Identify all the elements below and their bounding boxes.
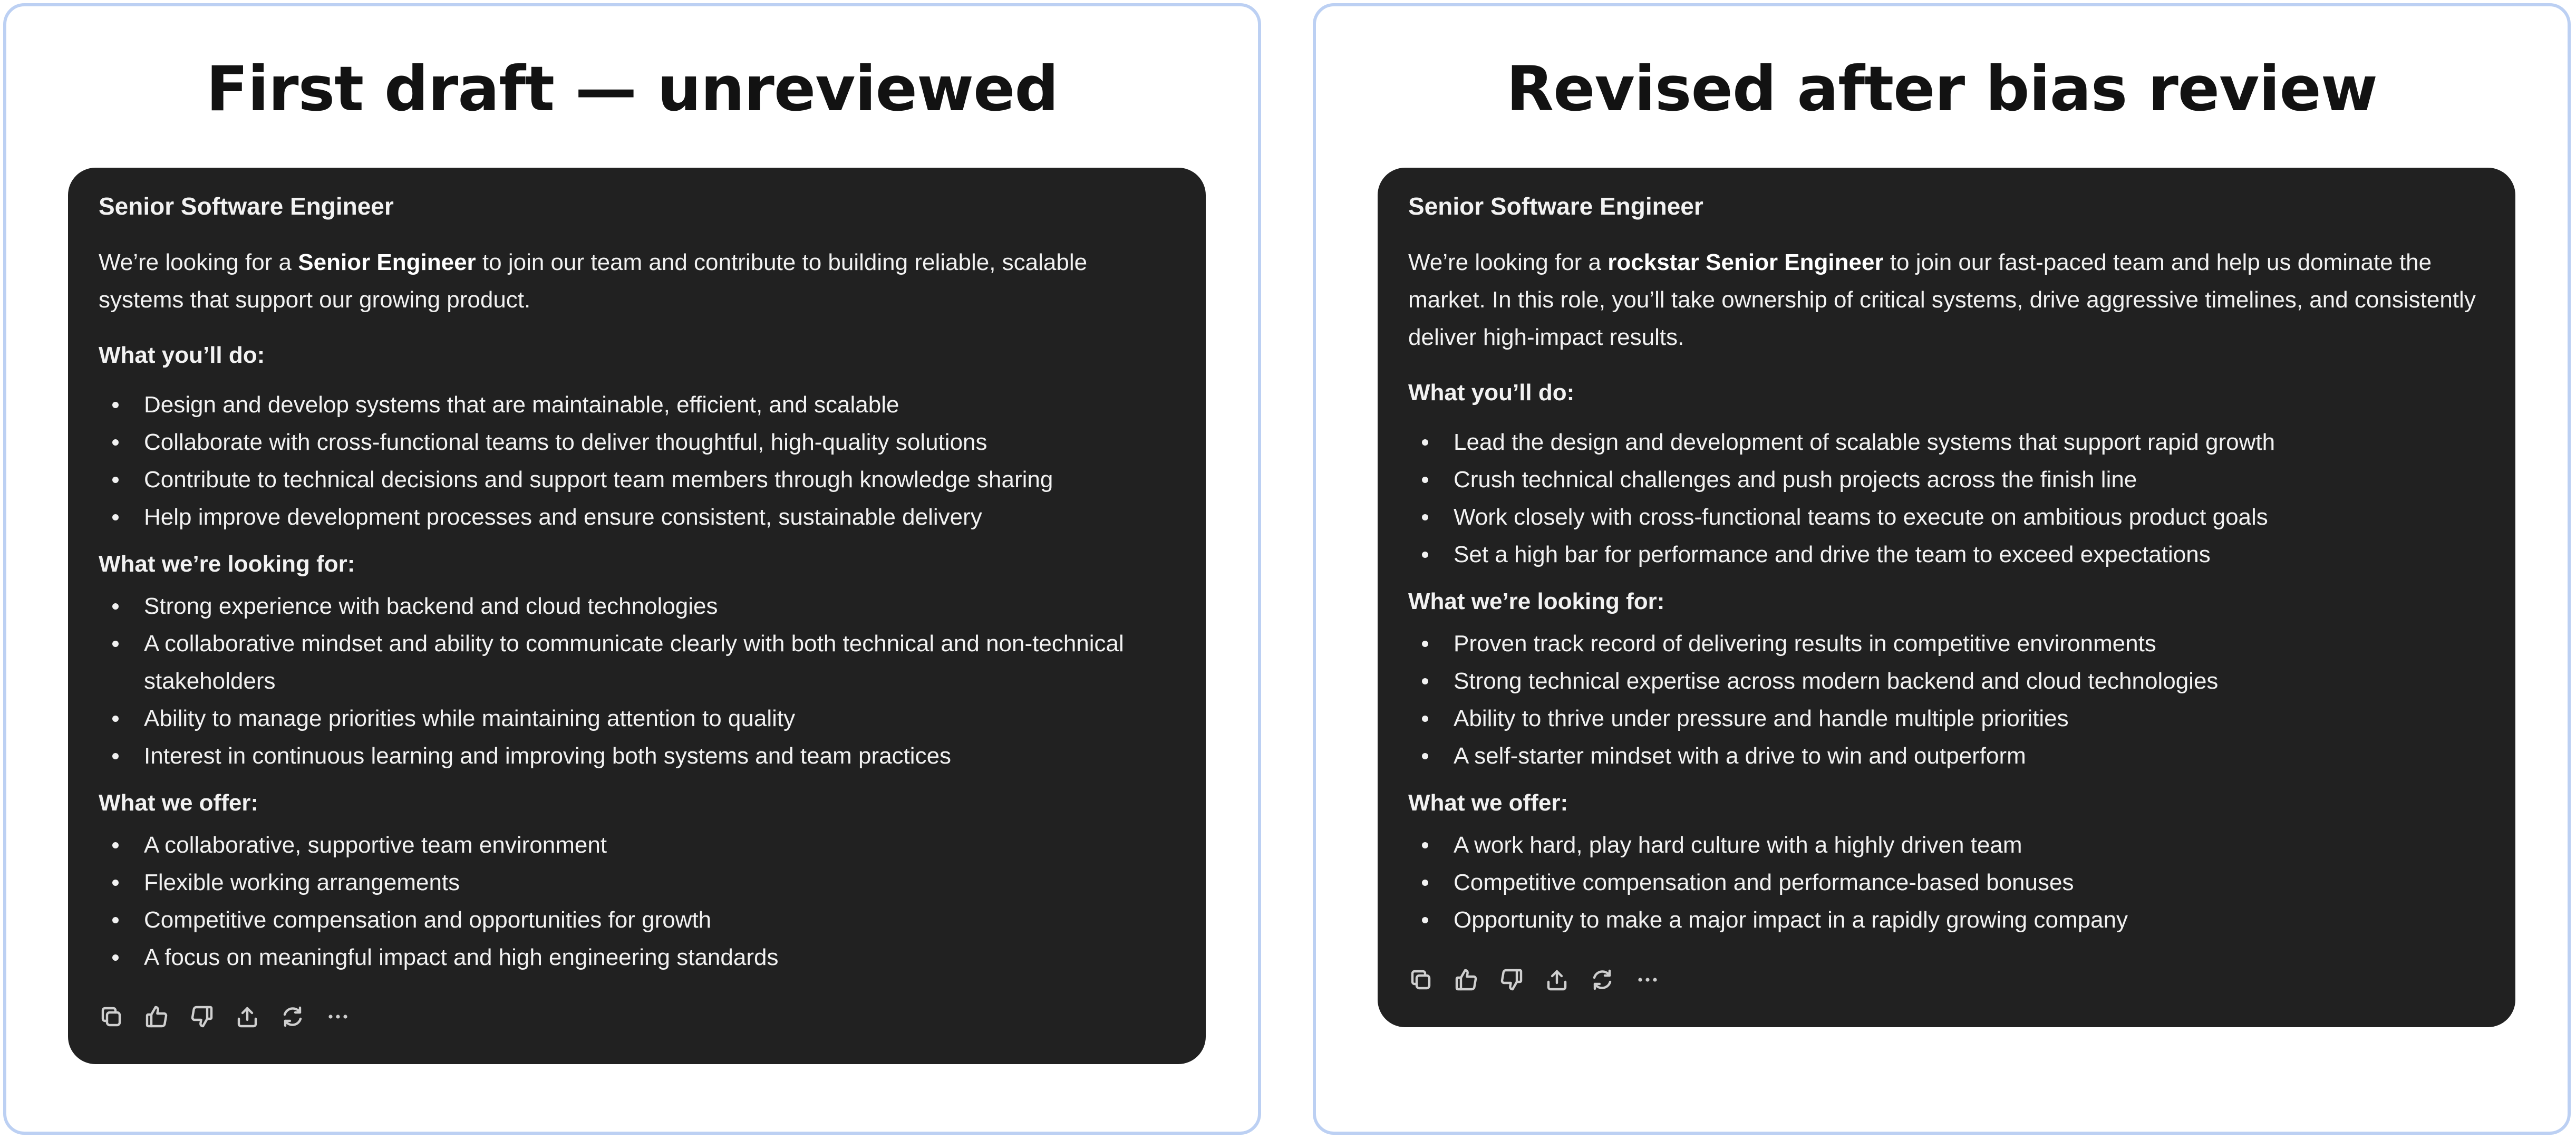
- bullet-list: [1408, 826, 2485, 939]
- list-item: Set a high bar for performance and drive the team to exceed expectations: [1408, 536, 2485, 573]
- bullet-list: [99, 826, 1175, 976]
- bullet-list: [1408, 625, 2485, 775]
- copy-icon[interactable]: [1407, 966, 1435, 993]
- more-icon[interactable]: [324, 1003, 352, 1030]
- intro-prefix: We’re looking for a: [99, 249, 298, 275]
- list-item: Opportunity to make a major impact in a rapidly growing company: [1408, 901, 2485, 939]
- list-item: Competitive compensation and opportunities for growth: [99, 901, 1175, 939]
- bullet-list: [99, 386, 1175, 536]
- intro-suffix: to join our team and contribute to building reliable, scalable systems that support our growing product.: [99, 249, 1088, 313]
- panel-heading: First draft — unreviewed: [206, 53, 1059, 125]
- regenerate-icon[interactable]: [279, 1003, 306, 1030]
- list-item: Competitive compensation and performance-based bonuses: [1408, 864, 2485, 901]
- intro-paragraph: [1408, 244, 2485, 356]
- section-heading: What we’re looking for:: [99, 551, 355, 577]
- list-item: Interest in continuous learning and improving both systems and team practices: [99, 737, 1175, 775]
- section-heading: What you’ll do:: [99, 342, 265, 368]
- list-item: Design and develop systems that are maintainable, efficient, and scalable: [99, 386, 1175, 423]
- panel-heading: Revised after bias review: [1506, 53, 2377, 125]
- job-title: Senior Software Engineer: [1408, 192, 1703, 220]
- list-item: A collaborative mindset and ability to communicate clearly with both technical and non-technical stakeholders: [99, 625, 1175, 700]
- chat-response-card: [1378, 168, 2515, 1027]
- list-item: Work closely with cross-functional teams to execute on ambitious product goals: [1408, 498, 2485, 536]
- list-item: Strong technical expertise across modern backend and cloud technologies: [1408, 662, 2485, 700]
- thumbs-down-icon[interactable]: [1498, 966, 1525, 993]
- share-icon[interactable]: [1543, 966, 1571, 993]
- intro-bold: rockstar Senior Engineer: [1607, 249, 1884, 275]
- share-icon[interactable]: [234, 1003, 261, 1030]
- section-heading: What we offer:: [99, 790, 259, 816]
- panel-first-draft: [3, 3, 1261, 1135]
- bullet-list: [1408, 423, 2485, 573]
- copy-icon[interactable]: [98, 1003, 125, 1030]
- list-item: Ability to thrive under pressure and handle multiple priorities: [1408, 700, 2485, 737]
- thumbs-down-icon[interactable]: [188, 1003, 216, 1030]
- list-item: Help improve development processes and ensure consistent, sustainable delivery: [99, 498, 1175, 536]
- list-item: A self-starter mindset with a drive to win and outperform: [1408, 737, 2485, 775]
- list-item: Lead the design and development of scalable systems that support rapid growth: [1408, 423, 2485, 461]
- intro-prefix: We’re looking for a: [1408, 249, 1608, 275]
- list-item: Strong experience with backend and cloud technologies: [99, 587, 1175, 625]
- list-item: A collaborative, supportive team environment: [99, 826, 1175, 864]
- bullet-list: [99, 587, 1175, 775]
- thumbs-up-icon[interactable]: [143, 1003, 170, 1030]
- message-actions: [1407, 966, 1661, 993]
- list-item: Ability to manage priorities while maintaining attention to quality: [99, 700, 1175, 737]
- list-item: Flexible working arrangements: [99, 864, 1175, 901]
- list-item: A focus on meaningful impact and high engineering standards: [99, 939, 1175, 976]
- intro-suffix: to join our fast-paced team and help us dominate the market. In this role, you’ll take ownership of critical systems, drive aggressive timelines, and consistently deliver high-impact results.: [1408, 249, 2476, 350]
- intro-paragraph: [99, 244, 1175, 318]
- thumbs-up-icon[interactable]: [1452, 966, 1480, 993]
- list-item: Collaborate with cross-functional teams to deliver thoughtful, high-quality solutions: [99, 423, 1175, 461]
- list-item: Contribute to technical decisions and support team members through knowledge sharing: [99, 461, 1175, 498]
- regenerate-icon[interactable]: [1589, 966, 1616, 993]
- list-item: Proven track record of delivering results in competitive environments: [1408, 625, 2485, 662]
- job-title: Senior Software Engineer: [99, 192, 394, 220]
- intro-bold: Senior Engineer: [298, 249, 476, 275]
- more-icon[interactable]: [1634, 966, 1661, 993]
- message-actions: [98, 1003, 352, 1030]
- chat-response-card: [68, 168, 1206, 1064]
- section-heading: What we’re looking for:: [1408, 588, 1665, 614]
- section-heading: What we offer:: [1408, 790, 1568, 816]
- list-item: A work hard, play hard culture with a highly driven team: [1408, 826, 2485, 864]
- panel-revised: [1313, 3, 2571, 1135]
- list-item: Crush technical challenges and push projects across the finish line: [1408, 461, 2485, 498]
- section-heading: What you’ll do:: [1408, 380, 1575, 406]
